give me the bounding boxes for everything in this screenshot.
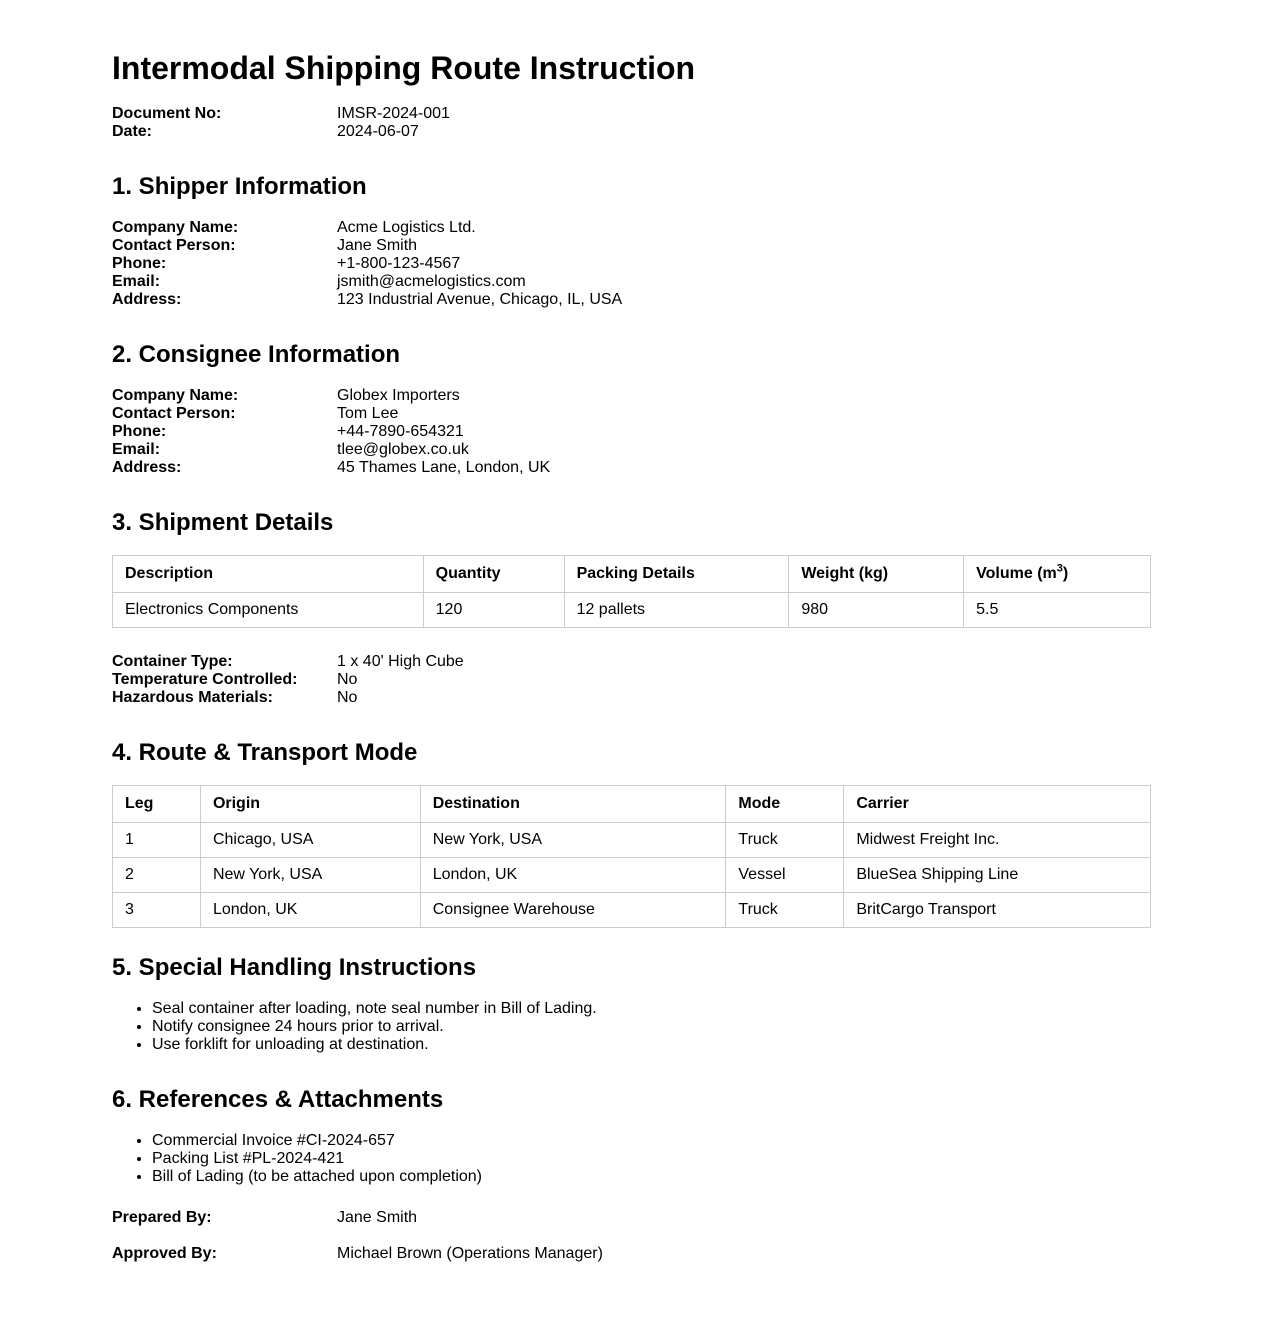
field-value: +44-7890-654321 (337, 423, 464, 440)
column-header (964, 556, 1151, 593)
field-value: jsmith@acmelogistics.com (337, 273, 526, 290)
field-label: Phone: (112, 423, 167, 440)
consignee-email (112, 441, 1150, 459)
table-row (113, 893, 1151, 928)
section-heading-shipment: 3. Shipment Details (112, 509, 334, 536)
field-value: 1 x 40' High Cube (337, 653, 464, 670)
field-label: Document No: (112, 105, 222, 122)
section-heading-handling: 5. Special Handling Instructions (112, 954, 477, 981)
cell-origin: Chicago, USA (200, 823, 420, 858)
cell-origin: London, UK (200, 893, 420, 928)
column-header: Packing Details (564, 556, 789, 593)
meta-row-document-no (112, 105, 1150, 123)
cell-destination: Consignee Warehouse (420, 893, 726, 928)
section-heading-shipper: 1. Shipper Information (112, 173, 367, 200)
field-value: Globex Importers (337, 387, 460, 404)
field-value: 2024-06-07 (337, 123, 419, 140)
field-value: Acme Logistics Ltd. (337, 219, 476, 236)
cell-leg: 3 (113, 893, 201, 928)
route-table (112, 785, 1151, 928)
table-row (113, 593, 1151, 628)
consignee-company (112, 387, 1150, 405)
field-label: Date: (112, 123, 153, 140)
field-value: No (337, 671, 358, 688)
consignee-address (112, 459, 1150, 477)
handling-list (112, 1000, 1150, 1054)
consignee-phone (112, 423, 1150, 441)
temperature-controlled (112, 671, 1150, 689)
cell-weight: 980 (789, 593, 964, 628)
field-value: Tom Lee (337, 405, 399, 422)
superscript: 3 (1056, 562, 1063, 575)
field-label: Address: (112, 291, 182, 308)
hazardous-materials (112, 689, 1150, 707)
field-value: Jane Smith (337, 1209, 418, 1226)
cell-carrier: Midwest Freight Inc. (844, 823, 1151, 858)
prepared-by (112, 1209, 1150, 1227)
field-label: Hazardous Materials: (112, 689, 273, 706)
field-label: Approved By: (112, 1245, 217, 1262)
cell-origin: New York, USA (200, 858, 420, 893)
cell-leg: 2 (113, 858, 201, 893)
list-item: • Use forklift for unloading at destination. (152, 1036, 1150, 1054)
field-value: Jane Smith (337, 237, 418, 254)
field-value: +1-800-123-4567 (337, 255, 461, 272)
section-heading-route: 4. Route & Transport Mode (112, 739, 418, 766)
column-header: Origin (200, 786, 420, 823)
field-label: Temperature Controlled: (112, 671, 298, 688)
list-item: • Packing List #PL-2024-421 (152, 1150, 1150, 1168)
column-header-text: Volume (m (976, 565, 1057, 582)
column-header: Carrier (844, 786, 1151, 823)
field-label: Contact Person: (112, 405, 236, 422)
table-header-row (113, 556, 1151, 593)
cell-destination: New York, USA (420, 823, 726, 858)
cell-leg: 1 (113, 823, 201, 858)
field-label: Phone: (112, 255, 167, 272)
field-label: Email: (112, 441, 161, 458)
cell-quantity: 120 (423, 593, 564, 628)
field-value: Michael Brown (Operations Manager) (337, 1245, 603, 1262)
table-row (113, 858, 1151, 893)
list-item: • Bill of Lading (to be attached upon completion) (152, 1168, 1150, 1186)
column-header: Weight (kg) (789, 556, 964, 593)
field-label: Company Name: (112, 219, 239, 236)
column-header: Description (113, 556, 424, 593)
cell-mode: Vessel (726, 858, 844, 893)
section-heading-consignee: 2. Consignee Information (112, 341, 401, 368)
list-item: • Notify consignee 24 hours prior to arrival. (152, 1018, 1150, 1036)
cell-destination: London, UK (420, 858, 726, 893)
column-header-text: ) (1062, 565, 1069, 582)
cell-volume: 5.5 (964, 593, 1151, 628)
field-label: Prepared By: (112, 1209, 212, 1226)
column-header: Destination (420, 786, 726, 823)
cell-packing: 12 pallets (564, 593, 789, 628)
list-item: • Commercial Invoice #CI-2024-657 (152, 1132, 1150, 1150)
meta-row-date (112, 123, 1150, 141)
field-label: Company Name: (112, 387, 239, 404)
section-heading-references: 6. References & Attachments (112, 1086, 444, 1113)
shipper-email (112, 273, 1150, 291)
column-header: Leg (113, 786, 201, 823)
document-meta (112, 105, 1150, 141)
shipper-company (112, 219, 1150, 237)
field-value: IMSR-2024-001 (337, 105, 450, 122)
field-value: 123 Industrial Avenue, Chicago, IL, USA (337, 291, 623, 308)
cell-mode: Truck (726, 823, 844, 858)
list-item: • Seal container after loading, note seal number in Bill of Lading. (152, 1000, 1150, 1018)
approved-by (112, 1245, 1150, 1263)
shipper-contact (112, 237, 1150, 255)
column-header: Mode (726, 786, 844, 823)
field-value: tlee@globex.co.uk (337, 441, 469, 458)
cell-description: Electronics Components (113, 593, 424, 628)
references-list (112, 1132, 1150, 1186)
column-header: Quantity (423, 556, 564, 593)
field-value: No (337, 689, 358, 706)
cell-carrier: BlueSea Shipping Line (844, 858, 1151, 893)
table-header-row (113, 786, 1151, 823)
container-type (112, 653, 1150, 671)
cell-mode: Truck (726, 893, 844, 928)
shipper-info (112, 219, 1150, 309)
shipper-address (112, 291, 1150, 309)
container-info (112, 653, 1150, 707)
field-label: Email: (112, 273, 161, 290)
cell-carrier: BritCargo Transport (844, 893, 1151, 928)
shipper-phone (112, 255, 1150, 273)
shipment-table (112, 555, 1151, 628)
consignee-contact (112, 405, 1150, 423)
field-label: Container Type: (112, 653, 233, 670)
field-label: Contact Person: (112, 237, 236, 254)
signoff (112, 1209, 1150, 1263)
consignee-info (112, 387, 1150, 477)
field-label: Address: (112, 459, 182, 476)
field-value: 45 Thames Lane, London, UK (337, 459, 551, 476)
page-title: Intermodal Shipping Route Instruction (112, 50, 696, 86)
table-row (113, 823, 1151, 858)
